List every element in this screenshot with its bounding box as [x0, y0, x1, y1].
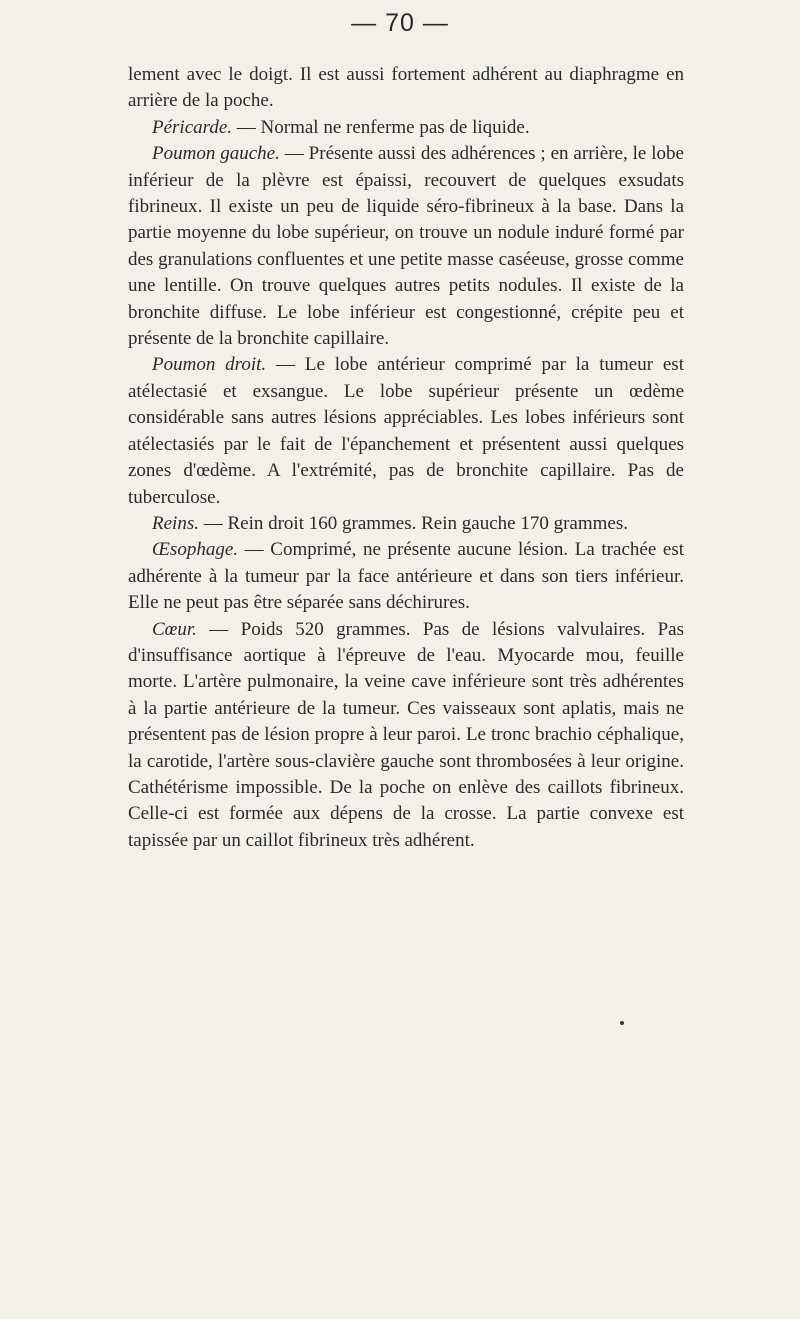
- paragraph-text: — Comprimé, ne présente aucune lésion. La trachée est adhérente à la tumeur par la face antérieure et dans son tiers inférieur. Elle ne peut pas être séparée sans déchirures.: [128, 539, 684, 614]
- paragraph-text: lement avec le doigt. Il est aussi fortement adhérent au diaphragme en arrière de la poche.: [128, 64, 684, 112]
- paragraph-oesophage: [128, 537, 684, 616]
- paragraph-text: — Rein droit 160 grammes. Rein gauche 170 grammes.: [198, 512, 628, 534]
- paragraph-pericarde: [128, 115, 684, 141]
- paragraph-text: — Normal ne renferme pas de liquide.: [232, 116, 530, 138]
- paragraph-coeur: [128, 617, 684, 855]
- paragraph-poumon-droit: [128, 352, 684, 510]
- section-heading: Poumon droit.: [152, 354, 267, 376]
- stray-ink-dot: [620, 1021, 624, 1025]
- paragraph-continuation: [128, 62, 684, 115]
- section-heading: Reins.: [152, 512, 199, 534]
- paragraph-text: — Le lobe antérieur comprimé par la tumeur est atélectasié et exsangue. Le lobe supérieur présente un œdème considérable sans autres lésions appréciables. Les lobes inférieurs sont atélectasiés par le fait de l'épanchement et présentent aussi quelques zones d'œdème. A l'extrémité, pas de bronchite capillaire. Pas de tuberculose.: [128, 354, 684, 508]
- paragraph-reins: [128, 511, 684, 537]
- paragraph-poumon-gauche: [128, 141, 684, 352]
- paragraph-text: — Poids 520 grammes. Pas de lésions valvulaires. Pas d'insuffisance aortique à l'épreuve de l'eau. Myocarde mou, feuille morte. L'artère pulmonaire, la veine cave inférieure sont très adhérentes à la partie antérieure de la tumeur. Ces vaisseaux sont aplatis, mais ne présentent pas de lésion propre à leur paroi. Le tronc brachio céphalique, la carotide, l'artère sous-clavière gauche sont thrombosées à leur origine. Cathétérisme impossible. De la poche on enlève des caillots fibrineux. Celle-ci est formée aux dépens de la crosse. La partie convexe est tapissée par un caillot fibrineux très adhérent.: [128, 618, 684, 851]
- paragraph-text: — Présente aussi des adhérences ; en arrière, le lobe inférieur de la plèvre est épaissi, recouvert de quelques exsudats fibrineux. Il existe un peu de liquide séro-fibrineux à la base. Dans la partie moyenne du lobe supérieur, on trouve un nodule induré formé par des granulations confluentes et une petite masse caséeuse, grosse comme une lentille. On trouve quelques autres petits nodules. Il existe de la bronchite diffuse. Le lobe inférieur est congestionné, crépite peu et présente de la bronchite capillaire.: [128, 143, 684, 350]
- section-heading: Cœur.: [152, 618, 197, 640]
- section-heading: Œsophage.: [152, 539, 239, 561]
- body-text: [128, 62, 684, 854]
- page-number: — 70 —: [351, 9, 449, 37]
- section-heading: Poumon gauche.: [152, 143, 280, 165]
- section-heading: Péricarde.: [152, 116, 233, 138]
